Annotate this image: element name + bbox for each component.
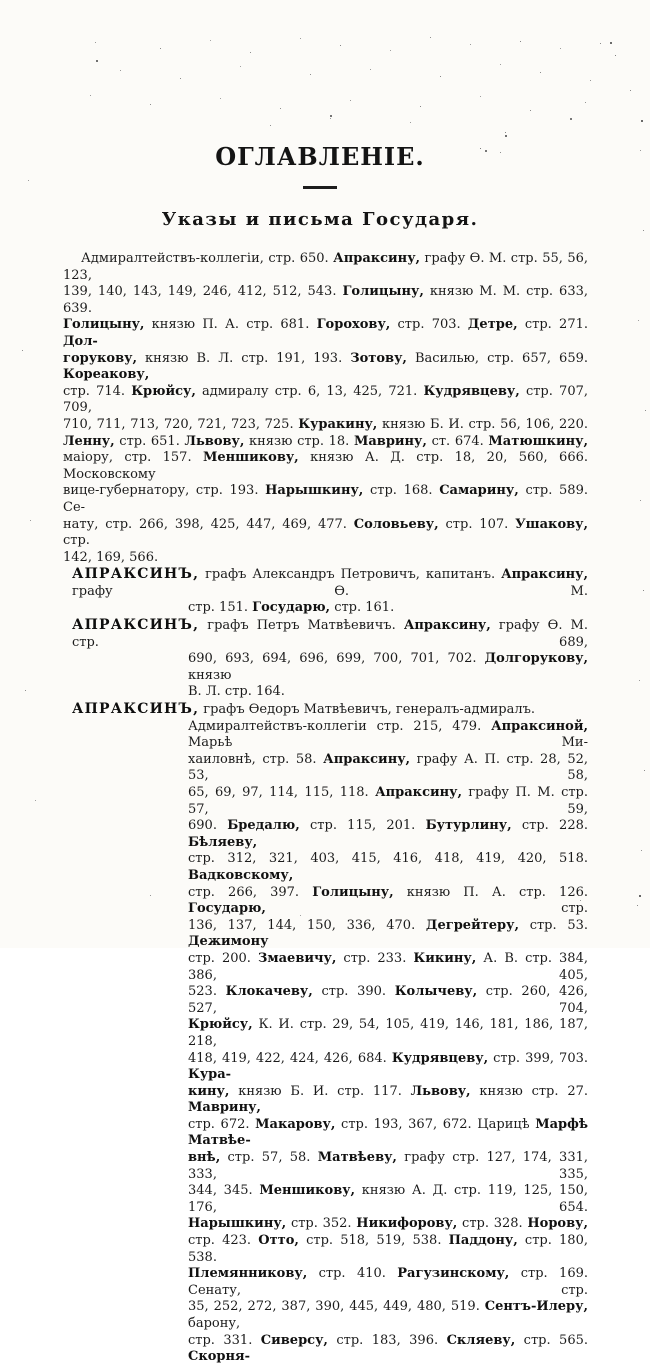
index-text: князю (188, 667, 232, 683)
index-text: стр. 183, 396. (327, 1332, 447, 1348)
index-text: ст. 674. (426, 433, 489, 449)
index-line (188, 684, 588, 701)
index-text: стр. 331. (188, 1332, 261, 1348)
index-text: графъ Ѳедоръ Матвѣевичъ, генералъ-адмиралъ. (199, 702, 535, 718)
index-name-bold: Макарову, (255, 1116, 336, 1132)
index-text: стр. 115, 201. (299, 818, 426, 834)
index-name-bold: Соловьеву, (353, 516, 439, 532)
index-text: графу Ѳ. М. (72, 583, 588, 599)
index-text: стр. 169. Сенату, стр. (188, 1266, 588, 1298)
index-text: стр. 260, 426, 527, 704, (188, 984, 588, 1016)
index-text: 690. (188, 818, 228, 834)
index-text: князю А. Д. стр. 18, 20, 560, 666. Московскому (63, 450, 588, 482)
index-name-bold: Кикину, (413, 950, 477, 966)
section-heading: Указы и письма Государя. (161, 209, 479, 230)
index-text: графъ Александръ Петровичъ, капитанъ. (199, 567, 502, 583)
index-name-bold: Племянникову, (188, 1266, 308, 1282)
index-text: стр. 266, 397. (188, 884, 313, 900)
index-text: 523. (188, 984, 226, 1000)
index-name-bold: Государю, (188, 901, 266, 917)
index-text: князю Б. И. стр. 56, 106, 220. (377, 416, 588, 432)
index-name-bold: Нарышкину, (188, 1216, 287, 1232)
index-name-bold: Крюйсу, (188, 1017, 253, 1033)
index-text: стр. 423. (188, 1233, 259, 1249)
index-line (63, 517, 588, 550)
index-text: графу стр. 127, 174, 331, 333, 335, (188, 1150, 588, 1182)
index-text: графъ Петръ Матвѣевичъ. (199, 618, 404, 634)
index-name-bold: Апраксиной, (491, 718, 588, 734)
index-text: стр. 271. (517, 317, 588, 333)
index-text: барону, (188, 1316, 241, 1331)
index-text: 136, 137, 144, 150, 336, 470. (188, 917, 426, 933)
index-text: 139, 140, 143, 149, 246, 412, 512, 543. (63, 284, 343, 300)
index-line (188, 885, 588, 918)
index-name-bold: Паддону, (448, 1233, 518, 1249)
index-text: хаиловнѣ, стр. 58. (188, 751, 324, 767)
index-name-bold: Государю, (252, 600, 331, 616)
index-name-bold: Сиверсу, (260, 1332, 328, 1348)
index-line (188, 752, 588, 785)
index-text: стр. 399, 703. (488, 1050, 588, 1066)
index-name-bold: Дол- (63, 333, 98, 349)
index-name-bold: Дежимону (188, 934, 269, 950)
index-name-bold: Никифорову, (356, 1216, 458, 1232)
index-name-bold: Дегрейтеру, (425, 917, 519, 933)
entry-headword: АПРАКСИНЪ, (72, 617, 200, 634)
index-text: стр. 672. (188, 1116, 256, 1132)
index-text: графу А. П. стр. 28, 52, 53, 58, (188, 751, 588, 784)
index-text: стр. 589. Се- (63, 483, 588, 515)
index-text: стр. 168. (363, 483, 440, 499)
index-entry (63, 251, 588, 566)
index-line (72, 566, 588, 600)
index-text: стр. 107. (438, 516, 516, 532)
index-text: стр. 57, 58. (220, 1150, 318, 1166)
index-text: князю Б. И. стр. 117. (229, 1083, 411, 1099)
index-entry (63, 566, 588, 617)
index-text: К. И. стр. 29, 54, 105, 419, 146, 181, 186, 187, 218, (188, 1017, 588, 1049)
index-line (63, 284, 588, 317)
index-name-bold: кину, (188, 1083, 230, 1099)
entry-headword: АПРАКСИНЪ, (72, 566, 200, 583)
index-name-bold: Львову, (410, 1083, 471, 1099)
index-name-bold: Колычеву, (394, 984, 478, 1000)
index-text: стр. 714. (63, 383, 132, 399)
index-name-bold: Вадковскому, (188, 867, 294, 883)
index-body (63, 251, 588, 1366)
index-name-bold: Рагузинскому, (397, 1266, 510, 1282)
index-name-bold: Детре, (467, 317, 518, 333)
index-line (188, 600, 588, 617)
index-text: князю П. А. стр. 681. (144, 317, 317, 333)
index-line (188, 719, 588, 752)
index-text: стр. 193, 367, 672. Царицѣ (335, 1116, 536, 1132)
index-name-bold: Ленну, (63, 433, 115, 449)
index-line (188, 951, 588, 984)
index-line (72, 701, 588, 719)
index-line (188, 1299, 588, 1332)
index-text: стр. 161. (330, 600, 395, 616)
index-name-bold: Норову, (527, 1216, 588, 1232)
index-line (188, 918, 588, 951)
index-name-bold: Кореакову, (63, 367, 150, 383)
index-name-bold: Марфѣ Матвѣе- (188, 1116, 588, 1149)
index-name-bold: Кудрявцеву, (423, 383, 520, 399)
index-text: стр. 518, 519, 538. (298, 1233, 449, 1249)
index-line (188, 1117, 588, 1150)
index-text: стр. 703. (390, 317, 468, 333)
index-line (63, 384, 588, 417)
index-text: 690, 693, 694, 696, 699, 700, 701, 702. (188, 651, 485, 667)
index-name-bold: Клокачеву, (225, 984, 313, 1000)
index-name-bold: Бутурлину, (425, 818, 512, 834)
index-name-bold: Апраксину, (501, 567, 588, 583)
entry-headword: АПРАКСИНЪ, (72, 701, 200, 718)
index-line (63, 351, 588, 384)
title-divider-rule (303, 186, 337, 189)
index-line (188, 1051, 588, 1084)
index-name-bold: Скляеву, (446, 1332, 516, 1348)
index-text: Адмиралтействъ-коллегіи стр. 215, 479. (188, 718, 492, 734)
index-line (188, 1017, 588, 1050)
index-entry (63, 701, 588, 1366)
index-text: князю стр. 18. (244, 433, 354, 449)
index-line (63, 483, 588, 516)
index-line (188, 651, 588, 684)
index-name-bold: Маврину, (188, 1100, 261, 1116)
index-name-bold: Голицыну, (342, 284, 424, 300)
index-text: Марьѣ Ми- (188, 735, 588, 751)
index-text: стр. 565. (515, 1332, 588, 1348)
index-text: стр. 200. (188, 950, 258, 966)
index-name-bold: Апраксину, (333, 251, 421, 266)
index-text: князю стр. 27. (470, 1083, 588, 1099)
index-text: А. В. стр. 384, 386, 405, (188, 950, 588, 983)
index-line (188, 1183, 588, 1216)
scan-noise-specks-dark (0, 0, 2, 2)
index-line (188, 984, 588, 1017)
index-line (63, 550, 588, 567)
index-text: Адмиралтействъ-коллегіи, стр. 650. (81, 251, 334, 266)
index-name-bold: Куракину, (298, 416, 378, 432)
index-name-bold: Ушакову, (515, 516, 588, 532)
index-name-bold: Змаевичу, (257, 950, 337, 966)
index-text: Василью, стр. 657, 659. (406, 350, 588, 366)
index-name-bold: Матвѣеву, (317, 1150, 397, 1166)
index-text: 65, 69, 97, 114, 115, 118. (188, 785, 376, 800)
index-name-bold: Апраксину, (323, 751, 411, 767)
index-text: князю В. Л. стр. 191, 193. (137, 350, 351, 366)
index-line (188, 818, 588, 851)
index-name-bold: Бѣляеву, (188, 834, 258, 850)
index-name-bold: Голицыну, (63, 317, 145, 333)
index-text: 35, 252, 272, 387, 390, 445, 449, 480, 519. (188, 1299, 485, 1315)
index-name-bold: Меншикову, (202, 450, 299, 466)
index-text: князю А. Д. стр. 119, 125, 150, 176, 654. (188, 1183, 588, 1215)
index-text: 344, 345. (188, 1183, 260, 1199)
index-line (188, 785, 588, 818)
index-text: вице-губернатору, стр. 193. (63, 483, 266, 499)
index-text: стр. 228. (511, 818, 588, 834)
index-line (188, 1216, 588, 1233)
index-line (188, 1150, 588, 1183)
index-text: стр. 352. (286, 1216, 357, 1232)
index-text: стр. 151. (188, 600, 253, 616)
index-name-bold: Горохову, (316, 317, 391, 333)
index-name-bold: Отто, (258, 1233, 299, 1249)
index-name-bold: Меншикову, (259, 1183, 356, 1199)
index-line (188, 1333, 588, 1366)
index-name-bold: Зотову, (350, 350, 407, 366)
index-name-bold: Апраксину, (375, 785, 462, 800)
index-text: нату, стр. 266, 398, 425, 447, 469, 477. (63, 516, 354, 532)
index-name-bold: Скорня- (188, 1349, 251, 1365)
index-line (63, 434, 588, 451)
index-text: стр. 707, 709, (63, 383, 588, 416)
index-text: стр. 53. (518, 917, 588, 933)
index-text: стр. (265, 901, 588, 917)
index-name-bold: Апраксину, (403, 618, 491, 634)
index-name-bold: внѣ, (188, 1150, 221, 1166)
index-line (63, 251, 588, 284)
index-name-bold: Нарышкину, (265, 483, 364, 499)
index-line (188, 1266, 588, 1299)
index-name-bold: Долгорукову, (484, 651, 588, 667)
index-name-bold: Маврину, (353, 433, 427, 449)
index-text: 142, 169, 566. (63, 549, 159, 565)
index-text: 418, 419, 422, 424, 426, 684. (188, 1050, 392, 1066)
index-text: князю П. А. стр. 126. (393, 884, 588, 900)
index-name-bold: Сентъ-Илеру, (484, 1299, 588, 1315)
page-title: ОГЛАВЛЕНІЕ. (215, 142, 425, 171)
index-text: стр. 390. (312, 984, 395, 1000)
index-text: стр. 328. (457, 1216, 528, 1232)
index-name-bold: Голицыну, (312, 884, 394, 900)
index-line (63, 450, 588, 483)
index-line (63, 317, 588, 350)
index-text: стр. 410. (307, 1266, 398, 1282)
index-text: маіору, стр. 157. (63, 450, 203, 466)
index-text: В. Л. стр. 164. (188, 684, 285, 700)
index-name-bold: Бредалю, (227, 818, 300, 834)
index-name-bold: Крюйсу, (131, 383, 196, 399)
index-line (72, 617, 588, 651)
index-text: графу П. М. стр. 57, 59, (188, 785, 589, 817)
index-name-bold: горукову, (63, 350, 137, 366)
index-name-bold: Кура- (188, 1067, 232, 1083)
index-name-bold: Львову, (184, 433, 245, 449)
index-text: стр. 180, 538. (188, 1233, 588, 1265)
index-line (188, 1084, 588, 1117)
index-text: адмиралу стр. 6, 13, 425, 721. (195, 383, 424, 399)
index-text: стр. 233. (336, 950, 414, 966)
index-text: 710, 711, 713, 720, 721, 723, 725. (63, 416, 299, 432)
index-text: стр. 312, 321, 403, 415, 416, 418, 419, 420, 518. (188, 851, 588, 867)
index-name-bold: Кудрявцеву, (391, 1050, 489, 1066)
index-text: стр. 651. (114, 433, 185, 449)
index-text: графу Ѳ. М. стр. 55, 56, 123, (63, 251, 588, 283)
index-line (188, 1233, 588, 1266)
index-name-bold: Матюшкину, (488, 433, 588, 449)
index-text: стр. (63, 533, 90, 549)
index-line (188, 851, 588, 884)
index-line (63, 417, 588, 434)
index-entry (63, 617, 588, 701)
index-name-bold: Самарину, (439, 483, 519, 499)
index-text: графу Ѳ. М. стр. 689, (72, 618, 589, 650)
index-text: князю М. М. стр. 633, 639. (63, 284, 588, 316)
